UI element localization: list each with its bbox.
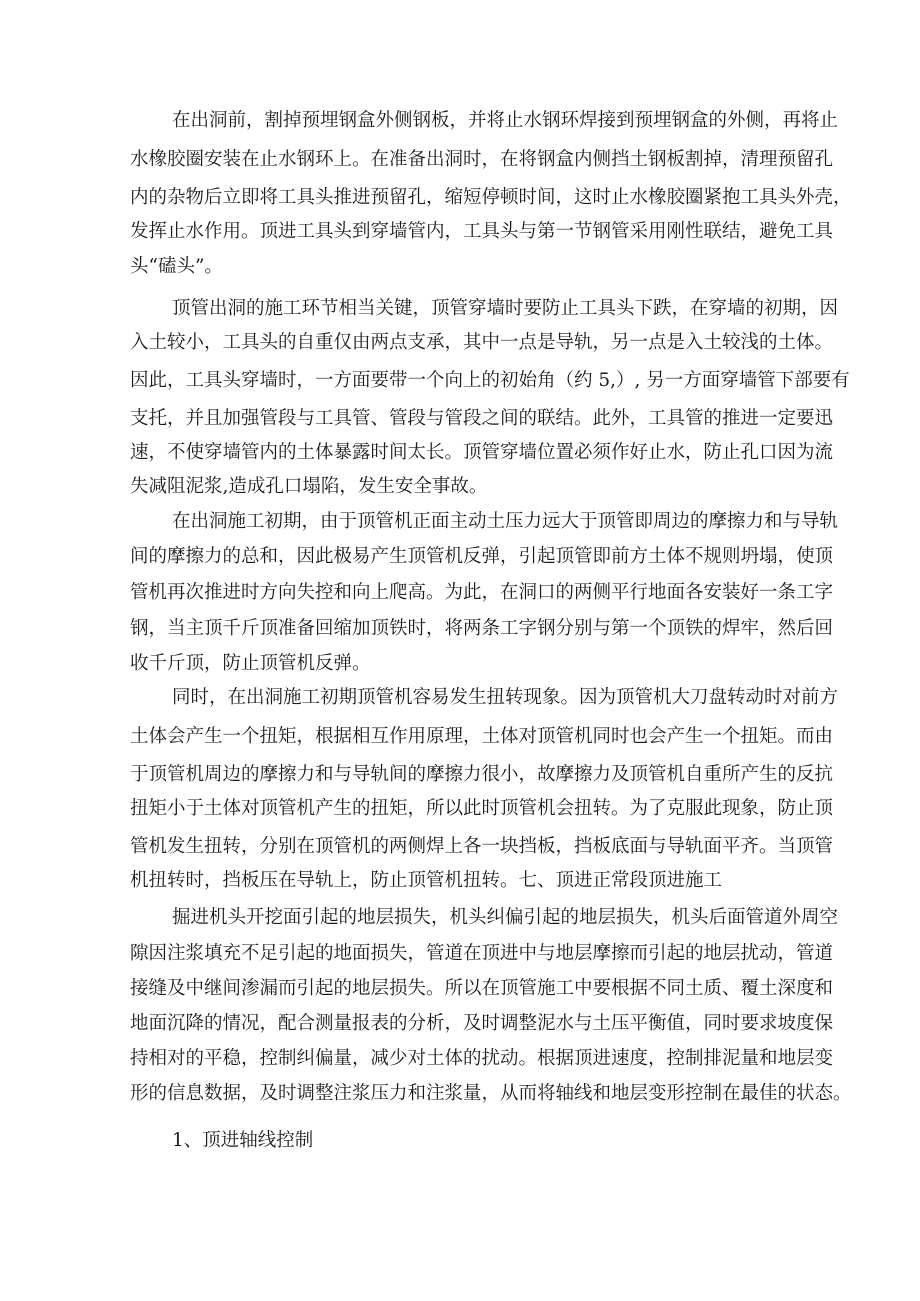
- section-heading: 1、顶进轴线控制: [172, 1130, 314, 1151]
- paragraph-line: 同时，在出洞施工初期顶管机容易发生扭转现象。因为顶管机大刀盘转动时对前方: [172, 687, 839, 708]
- paragraph-line: 内的杂物后立即将工具头推进预留孔，缩短停顿时间，这时止水橡胶圈紧抱工具头外壳，: [130, 187, 852, 208]
- paragraph-line: 发挥止水作用。顶进工具头到穿墙管内，工具头与第一节钢管采用刚性联结，避免工具: [130, 221, 834, 242]
- paragraph-line: 头“磕头”。: [130, 256, 223, 277]
- paragraph-line: 间的摩擦力的总和，因此极易产生顶管机反弹，引起顶管即前方土体不规则坍塌，使顶: [130, 546, 834, 567]
- paragraph-line: 于顶管机周边的摩擦力和与导轨间的摩擦力很小，故摩擦力及顶管机自重所产生的反抗: [130, 764, 834, 785]
- paragraph-line: 收千斤顶，防止顶管机反弹。: [130, 653, 371, 674]
- paragraph-line: 接缝及中继间渗漏而引起的地层损失。所以在顶管施工中要根据不同土质、覆土深度和: [130, 978, 834, 999]
- paragraph-line: 入土较小，工具头的自重仅由两点支承，其中一点是导轨，另一点是入土较浅的土体。: [130, 332, 834, 353]
- paragraph-line: 因此，工具头穿墙时，一方面要带一个向上的初始角（约 5,）, 另一方面穿墙管下部要有: [130, 370, 850, 391]
- paragraph-line: 管机再次推进时方向失控和向上爬高。为此，在洞口的两侧平行地面各安装好一条工字: [130, 582, 834, 603]
- paragraph-line: 支托，并且加强管段与工具管、管段与管段之间的联结。此外，工具管的推进一定要迅: [130, 408, 834, 429]
- paragraph-line: 钢，当主顶千斤顶准备回缩加顶铁时，将两条工字钢分别与第一个顶铁的焊牢，然后回: [130, 618, 834, 639]
- paragraph-line: 地面沉降的情况，配合测量报表的分析，及时调整泥水与土压平衡值，同时要求坡度保: [130, 1013, 834, 1034]
- paragraph-line: 在出洞前，割掉预埋钢盒外侧钢板，并将止水钢环焊接到预埋钢盒的外侧，再将止: [172, 110, 839, 131]
- paragraph-line: 水橡胶圈安装在止水钢环上。在准备出洞时，在将钢盒内侧挡土钢板割掉，清理预留孔: [130, 149, 834, 170]
- paragraph-line: 扭矩小于土体对顶管机产生的扭矩，所以此时顶管机会扭转。为了克服此现象，防止顶: [130, 798, 834, 819]
- paragraph-line: 隙因注浆填充不足引起的地面损失，管道在顶进中与地层摩擦而引起的地层扰动，管道: [130, 943, 834, 964]
- paragraph-line: 机扭转时，挡板压在导轨上，防止顶管机扭转。七、顶进正常段顶进施工: [130, 870, 723, 891]
- paragraph-line: 顶管出洞的施工环节相当关键，顶管穿墙时要防止工具头下跌，在穿墙的初期，因: [172, 298, 839, 319]
- paragraph-line: 速，不使穿墙管内的土体暴露时间太长。顶管穿墙位置必须作好止水，防止孔口因为流: [130, 442, 834, 463]
- paragraph-line: 在出洞施工初期，由于顶管机正面主动土压力远大于顶管即周边的摩擦力和与导轨: [172, 511, 839, 532]
- paragraph-line: 持相对的平稳，控制纠偏量，减少对土体的扰动。根据顶进速度，控制排泥量和地层变: [130, 1048, 834, 1069]
- paragraph-line: 失减阻泥浆,造成孔口塌陷，发生安全事故。: [130, 476, 488, 497]
- paragraph-line: 土体会产生一个扭矩，根据相互作用原理，土体对顶管机同时也会产生一个扭矩。而由: [130, 726, 834, 747]
- paragraph-line: 掘进机头开挖面引起的地层损失，机头纠偏引起的地层损失，机头后面管道外周空: [172, 907, 839, 928]
- paragraph-line: 形的信息数据，及时调整注浆压力和注浆量，从而将轴线和地层变形控制在最佳的状态。: [130, 1083, 852, 1104]
- paragraph-line: 管机发生扭转，分别在顶管机的两侧焊上各一块挡板，挡板底面与导轨面平齐。当顶管: [130, 836, 834, 857]
